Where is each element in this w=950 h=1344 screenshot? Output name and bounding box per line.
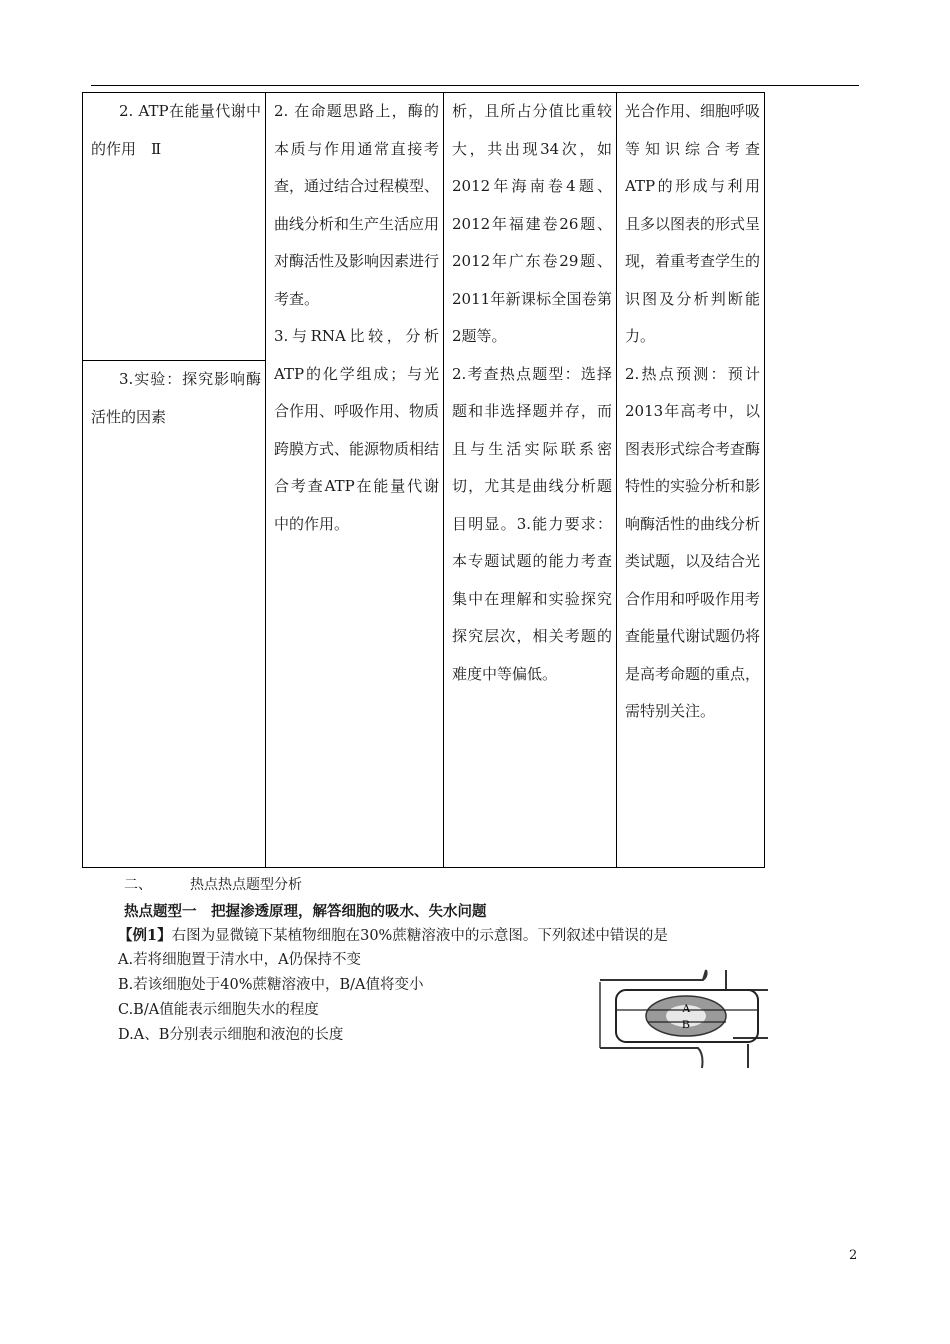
exam-outline-table — [82, 92, 765, 868]
page-number: 2 — [849, 1248, 858, 1263]
option-d: D.A、B分别表示细胞和液泡的长度 — [118, 1027, 344, 1043]
hot-type-heading: 热点题型一 把握渗透原理，解答细胞的吸水、失水问题 — [124, 903, 487, 920]
section-number: 二、 — [124, 877, 152, 893]
option-c: C.B/A值能表示细胞失水的程度 — [118, 1002, 319, 1018]
label-b: B — [682, 1017, 691, 1031]
option-a: A.若将细胞置于清水中，A仍保持不变 — [118, 952, 362, 968]
table-cell: 2. ATP在能量代谢中的作用 Ⅱ — [83, 93, 266, 361]
table-cell: 析，且所占分值比重较大，共出现34次，如2012年海南卷4题、2012年福建卷26题、2012年广东卷29题、2011年新课标全国卷第2题等。 2.考查热点题型：选择题和非选择题并存，而且与生活实际联系密切，尤其是曲线分析题目明显。3.能力要求：本专题试题的能力考查集中在理解和实验探究探究层次，相关考题的难度中等偏低。 — [444, 93, 617, 868]
table-row — [83, 93, 765, 361]
plant-cell-figure — [598, 968, 770, 1070]
example-tag: 【例1】 — [118, 927, 172, 944]
label-a: A — [682, 1001, 691, 1015]
header-rule — [91, 85, 859, 86]
table-cell: 3.实验：探究影响酶活性的因素 — [83, 361, 266, 868]
table-cell: 光合作用、细胞呼吸等知识综合考查ATP的形成与利用且多以图表的形式呈现，着重考查学生的识图及分析判断能力。 2.热点预测：预计2013年高考中，以图表形式综合考查酶特性的实验分析和影响酶活性的曲线分析类试题，以及结合光合作用和呼吸作用考查能量代谢试题仍将是高考命题的重点，需特别关注。 — [617, 93, 765, 868]
table-cell: 2. 在命题思路上，酶的本质与作用通常直接考查，通过结合过程模型、曲线分析和生产生活应用对酶活性及影响因素进行考查。 3.与RNA比较，分析ATP的化学组成；与光合作用、呼吸作用、物质跨膜方式、能源物质相结合考查ATP在能量代谢中的作用。 — [266, 93, 444, 868]
option-b: B.若该细胞处于40%蔗糖溶液中，B/A值将变小 — [118, 977, 424, 993]
section-heading — [124, 874, 302, 894]
section-title: 热点热点题型分析 — [190, 877, 302, 893]
example-stem: 【例1】右图为显微镜下某植物细胞在30%蔗糖溶液中的示意图。下列叙述中错误的是 — [118, 927, 668, 944]
